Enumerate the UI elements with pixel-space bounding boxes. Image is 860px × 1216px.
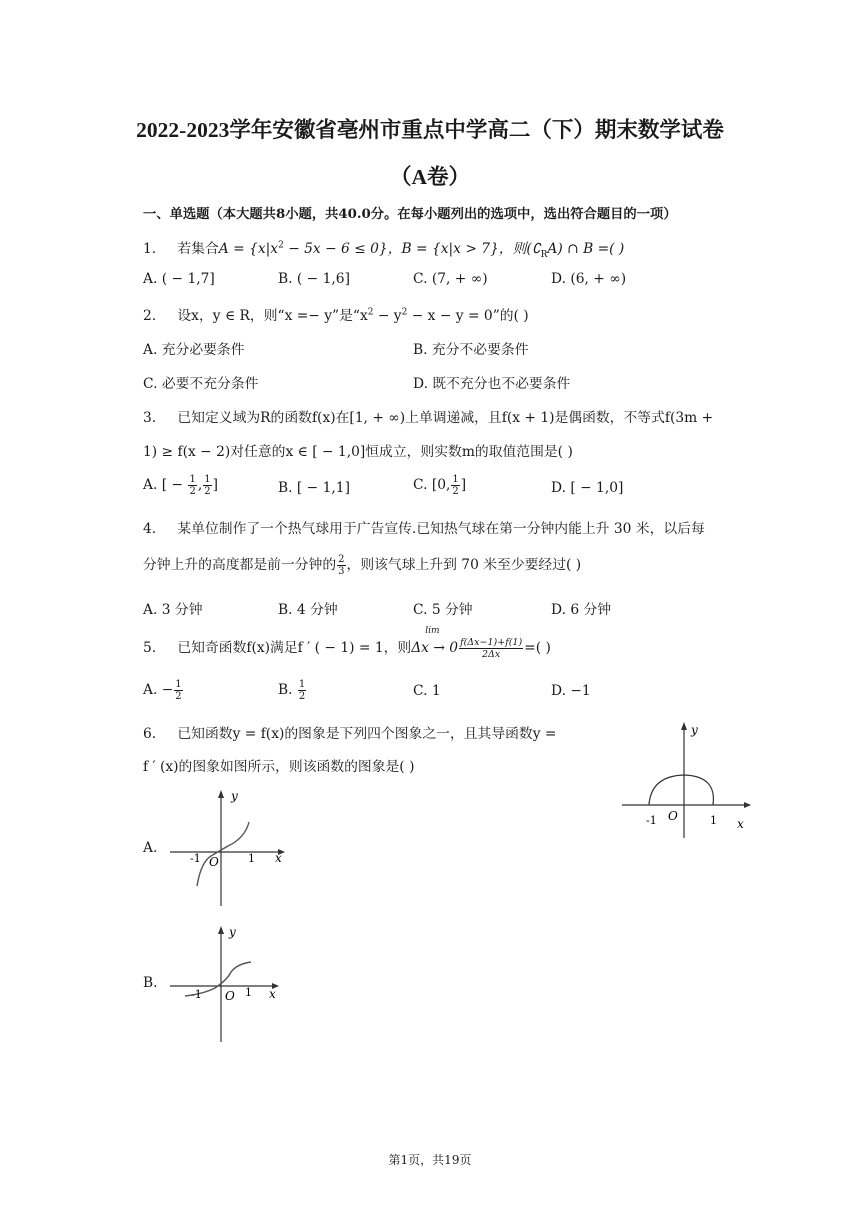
q2-option-a[interactable]: A. 充分必要条件 bbox=[143, 342, 245, 358]
tick-1: 1 bbox=[710, 814, 717, 827]
q3-stem-line-1: 已知定义域为R的函数f(x)在[1, + ∞)上单调递减，且f(x + 1)是偶函数，不等式f(3m + bbox=[177, 410, 714, 426]
fraction bbox=[337, 554, 345, 577]
question-number: 3. bbox=[143, 410, 157, 426]
origin-label: O bbox=[225, 989, 235, 1003]
q4-stem-b: ，则该气球上升到 70 米至少要经过( ) bbox=[346, 557, 582, 573]
fraction bbox=[451, 474, 459, 497]
q4-stem-a: 分钟上升的高度都是前一分钟的 bbox=[143, 557, 337, 573]
q5-a-prefix: A. − bbox=[143, 682, 174, 698]
q1-option-a[interactable]: A. ( − 1,7] bbox=[143, 271, 215, 287]
y-axis-arrow bbox=[681, 722, 687, 730]
y-label: y bbox=[229, 925, 236, 939]
denominator: 2 bbox=[298, 691, 306, 702]
page-footer: 第1页，共19页 bbox=[388, 1153, 472, 1167]
section-heading: 一、单选题（本大题共8小题，共40.0分。在每小题列出的选项中，选出符合题目的一项） bbox=[143, 207, 677, 222]
q6-stem-line-2: f ′ (x)的图象如图所示，则该函数的图象是( ) bbox=[143, 759, 415, 775]
q5-option-d[interactable]: D. −1 bbox=[551, 683, 591, 699]
limit-subscript: Δx → 0 bbox=[411, 640, 459, 656]
tick-neg1: -1 bbox=[191, 988, 202, 1001]
q1-stem-b: A = {x|x bbox=[218, 241, 279, 257]
function-curve bbox=[197, 822, 249, 886]
question-1 bbox=[143, 237, 624, 260]
q3-option-b[interactable]: B. [ − 1,1] bbox=[278, 480, 350, 496]
denominator: 2 bbox=[452, 486, 459, 497]
y-label: y bbox=[691, 723, 698, 737]
question-number: 5. bbox=[143, 640, 157, 656]
q1-stem-a: 若集合 bbox=[177, 241, 219, 257]
y-axis-arrow bbox=[218, 926, 224, 934]
q5-stem-a: 已知奇函数f(x)满足f ′ ( − 1) = 1，则 bbox=[177, 640, 412, 656]
q4-option-d[interactable]: D. 6 分钟 bbox=[551, 602, 612, 618]
denominator: 2 bbox=[189, 486, 196, 497]
numerator: 1 bbox=[175, 679, 182, 690]
q4-stem-line-2 bbox=[143, 553, 581, 577]
q4-option-b[interactable]: B. 4 分钟 bbox=[278, 602, 338, 618]
numerator: 1 bbox=[298, 679, 306, 690]
q6-option-a-graph[interactable] bbox=[165, 786, 295, 908]
q3-c-prefix: C. [0, bbox=[413, 477, 451, 493]
q2-exp-2: 2 bbox=[401, 307, 408, 318]
y-axis-arrow bbox=[218, 790, 224, 798]
origin-label: O bbox=[668, 809, 678, 823]
numerator: f(Δx−1)+f(1) bbox=[460, 637, 523, 648]
numerator: 2 bbox=[338, 554, 345, 565]
q3-a-prefix: A. [ − bbox=[143, 477, 184, 493]
denominator: 3 bbox=[338, 566, 345, 577]
exam-title: 2022-2023学年安徽省亳州市重点中学高二（下）期末数学试卷 bbox=[136, 118, 724, 142]
x-axis-arrow bbox=[744, 802, 751, 808]
q5-option-a[interactable] bbox=[143, 679, 184, 702]
fraction bbox=[298, 679, 306, 702]
exam-subtitle: （A卷） bbox=[389, 165, 471, 189]
q1-option-d[interactable]: D. (6, + ∞) bbox=[551, 271, 627, 287]
question-number: 1. bbox=[143, 241, 157, 257]
denominator: 2Δx bbox=[481, 649, 501, 660]
origin-label: O bbox=[209, 855, 219, 869]
q2-option-b[interactable]: B. 充分不必要条件 bbox=[413, 342, 529, 358]
question-3 bbox=[143, 406, 713, 426]
denominator: 2 bbox=[175, 691, 182, 702]
question-5 bbox=[143, 626, 551, 660]
tick-1: 1 bbox=[245, 986, 252, 999]
question-4 bbox=[143, 517, 705, 537]
y-label: y bbox=[231, 789, 238, 803]
fraction bbox=[203, 474, 211, 497]
tick-1: 1 bbox=[248, 852, 255, 865]
fraction bbox=[188, 474, 196, 497]
q3-c-suffix: ] bbox=[460, 477, 467, 493]
derivative-graph bbox=[618, 718, 758, 843]
derivative-curve bbox=[649, 775, 713, 805]
tick-neg1: -1 bbox=[190, 852, 201, 865]
q2-stem-b: − y bbox=[373, 308, 402, 324]
question-6 bbox=[143, 722, 556, 742]
q1-option-c[interactable]: C. (7, + ∞) bbox=[413, 271, 488, 287]
q2-option-d[interactable]: D. 既不充分也不必要条件 bbox=[413, 376, 571, 392]
limit-word: lim bbox=[425, 626, 440, 636]
q6-stem-line-1: 已知函数y = f(x)的图象是下列四个图象之一，且其导函数y = bbox=[177, 726, 557, 742]
q4-option-c[interactable]: C. 5 分钟 bbox=[413, 602, 473, 618]
q1-stem-c: − 5x − 6 ≤ 0}，B = {x|x > 7}，则(∁ bbox=[283, 241, 541, 257]
question-2 bbox=[143, 304, 529, 324]
q5-stem-b: =( ) bbox=[524, 640, 551, 656]
q3-stem-line-2: 1) ≥ f(x − 2)对任意的x ∈ [ − 1,0]恒成立，则实数m的取值范围是( ) bbox=[143, 444, 573, 460]
q4-stem-line-1: 某单位制作了一个热气球用于广告宣传.已知热气球在第一分钟内能上升 30 米，以后每 bbox=[177, 521, 705, 537]
fraction bbox=[459, 637, 523, 660]
x-label: x bbox=[275, 851, 282, 865]
q4-option-a[interactable]: A. 3 分钟 bbox=[143, 602, 203, 618]
q1-sub: R bbox=[540, 249, 548, 260]
q6-option-b-label[interactable]: B. bbox=[143, 975, 158, 991]
q2-option-c[interactable]: C. 必要不充分条件 bbox=[143, 376, 259, 392]
numerator: 1 bbox=[189, 474, 196, 485]
q5-option-b[interactable] bbox=[278, 679, 307, 702]
q1-stem-d: A) ∩ B =( ) bbox=[547, 241, 625, 257]
q2-stem-c: − x − y = 0”的( ) bbox=[407, 308, 529, 324]
denominator: 2 bbox=[204, 486, 211, 497]
fraction bbox=[174, 679, 182, 702]
tick-neg1: -1 bbox=[646, 814, 657, 827]
limit-expression bbox=[411, 626, 459, 656]
x-label: x bbox=[737, 817, 744, 831]
q6-option-a-label[interactable]: A. bbox=[143, 840, 158, 856]
numerator: 1 bbox=[452, 474, 459, 485]
q3-option-d[interactable]: D. [ − 1,0] bbox=[551, 480, 624, 496]
q5-b-prefix: B. bbox=[278, 682, 293, 698]
q2-exp-1: 2 bbox=[367, 307, 374, 318]
q3-option-c[interactable] bbox=[413, 474, 466, 497]
numerator: 1 bbox=[204, 474, 211, 485]
question-number: 6. bbox=[143, 726, 157, 742]
x-label: x bbox=[269, 987, 276, 1001]
q1-exp: 2 bbox=[278, 240, 284, 251]
question-number: 4. bbox=[143, 521, 157, 537]
q6-option-b-graph[interactable] bbox=[165, 922, 295, 1044]
q3-option-a[interactable]: A. [ − $\frac{1}{2}$ , $\frac{1}{2}$ ] bbox=[143, 474, 218, 497]
q3-a-suffix: ] bbox=[212, 477, 218, 493]
q2-stem-a: 设x，y ∈ R，则“x =− y”是“x bbox=[177, 308, 368, 324]
question-number: 2. bbox=[143, 308, 157, 324]
q1-option-b[interactable]: B. ( − 1,6] bbox=[278, 271, 350, 287]
q5-option-c[interactable]: C. 1 bbox=[413, 683, 441, 699]
